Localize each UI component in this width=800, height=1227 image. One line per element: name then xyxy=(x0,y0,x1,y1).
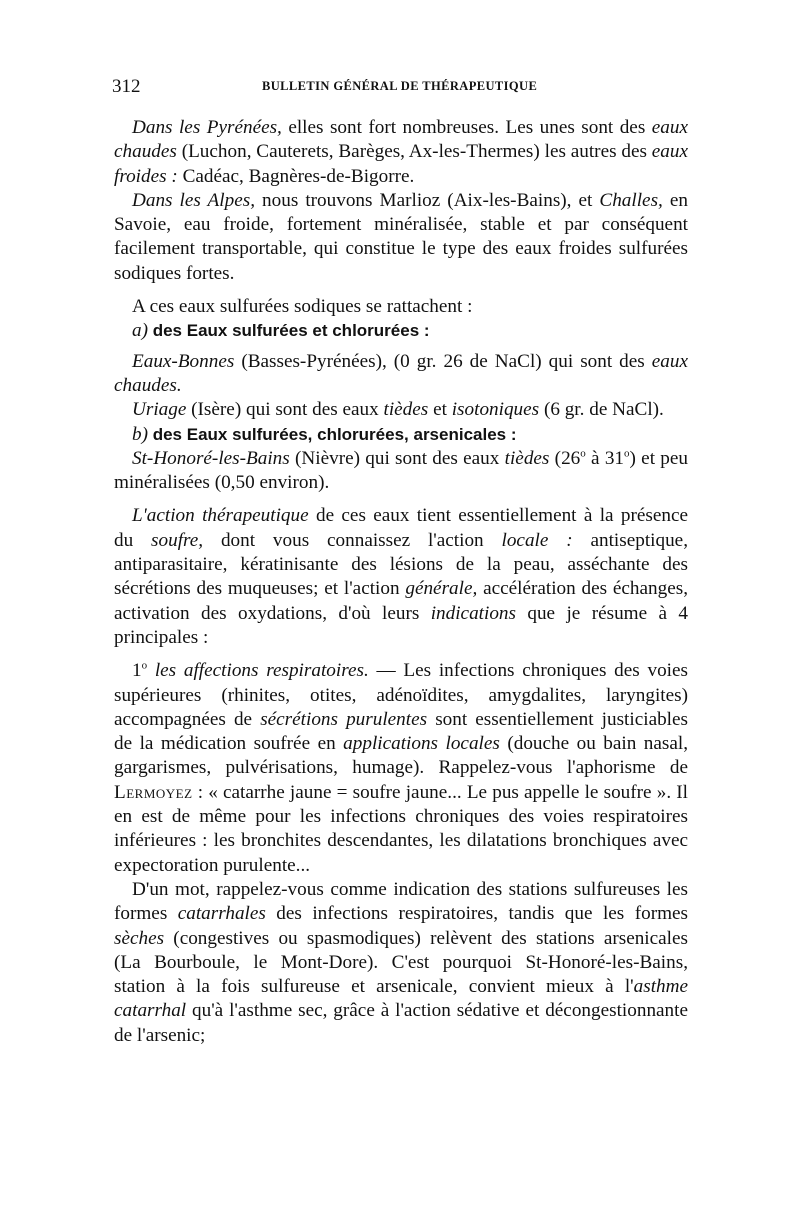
text-run: ) et peu minéralisées (0,50 environ). xyxy=(114,447,688,494)
text-run: à 31 xyxy=(585,447,625,469)
ordinal-mark: o xyxy=(141,659,148,672)
paragraph-action xyxy=(114,504,688,650)
emph-text: isotoniques xyxy=(451,399,540,421)
emph-text: Challes, xyxy=(599,189,663,211)
subheading-letter: b) xyxy=(132,423,148,445)
paragraph-eaux-bonnes xyxy=(114,350,688,399)
page-number: 312 xyxy=(112,76,141,97)
page-header xyxy=(112,76,698,100)
text-run: Cadéac, Bagnères-de-Bigorre. xyxy=(177,165,415,187)
text-run: et xyxy=(428,399,452,421)
subheading-b xyxy=(114,423,688,447)
emph-text: asthme catarrhal xyxy=(114,976,688,1022)
text-run: : « catarrhe jaune = soufre jaune... Le pus appelle le soufre ». Il en est de même pour les infections chroniques des voies respiratoires inférieures : les bronchites descendantes, les dilatations bronchiques avec expectoration purulente... xyxy=(114,781,688,876)
text-run: (Nièvre) qui sont des eaux xyxy=(289,447,505,469)
paragraph-pyrenees xyxy=(114,116,688,189)
text-run: elles sont fort nombreuses. Les unes sont des xyxy=(281,117,652,138)
emph-text: eaux froides : xyxy=(114,141,688,187)
text-run: qu'à l'asthme sec, grâce à l'action sédative et décongestionnante de l'arsenic; xyxy=(114,1000,688,1046)
text-run: en Savoie, eau froide, fortement minéralisée, stable et par conséquent facilement transportable, qui constitue le type des eaux froides sulfurées sodiques fortes. xyxy=(114,189,688,284)
paragraph-uriage xyxy=(114,398,688,422)
emph-text: Dans les Alpes, xyxy=(132,189,255,211)
paragraph-respiratoires xyxy=(114,659,688,878)
text-run: (6 gr. de NaCl). xyxy=(539,399,664,421)
subheading-a xyxy=(114,319,688,343)
emph-text: catarrhales xyxy=(177,903,266,925)
emph-text: eaux chaudes. xyxy=(114,350,688,396)
text-run: D'un mot, rappelez-vous comme indication des stations sulfureuses les formes xyxy=(114,878,688,925)
subheading-text: des Eaux sulfurées, chlorurées, arsenicales : xyxy=(147,424,517,444)
author-name: Lermoyez xyxy=(114,781,193,803)
text-run: des infections respiratoires, tandis que les formes xyxy=(265,903,688,925)
text-run: de ces eaux tient essentiellement à la présence du xyxy=(114,505,688,551)
degree-mark: o xyxy=(624,447,630,460)
list-number: 1 xyxy=(132,660,142,682)
emph-text: tièdes xyxy=(504,447,550,469)
emph-text: sèches xyxy=(114,927,165,949)
degree-mark: o xyxy=(580,447,586,460)
emph-text: L'action thérapeutique xyxy=(132,505,309,527)
subheading-letter: a) xyxy=(132,320,148,342)
emph-text: locale : xyxy=(501,529,573,551)
emph-text: tièdes xyxy=(383,399,429,421)
text-run: accélération des échanges, activation des oxydations, d'où leurs xyxy=(114,578,688,624)
emph-text: sécrétions purulentes xyxy=(260,708,428,730)
emph-text: générale, xyxy=(405,578,478,600)
paragraph-rattachent: A ces eaux sulfurées sodiques se rattachent : xyxy=(132,296,473,318)
text-run: (douche ou bain nasal, gargarismes, pulvérisations, humage). Rappelez-vous l'aphorisme de xyxy=(114,733,688,779)
text-run: que je résume à 4 principales : xyxy=(114,602,688,648)
emph-text: Dans les Pyrénées, xyxy=(132,117,282,138)
paragraph-st-honore xyxy=(114,447,688,496)
text-run: nous trouvons Marlioz (Aix-les-Bains), et xyxy=(255,189,600,211)
text-run: (26 xyxy=(549,447,581,469)
text-run: sont essentiellement justiciables de la médication soufrée en xyxy=(114,708,688,755)
paragraph-alpes xyxy=(114,189,688,286)
text-run: dont vous connaissez l'action xyxy=(203,529,502,551)
paragraph-indication xyxy=(114,878,688,1048)
emph-text: indications xyxy=(430,602,516,624)
emph-text: St-Honoré-les-Bains xyxy=(132,447,290,469)
body-text xyxy=(114,116,688,1048)
emph-text: Eaux-Bonnes xyxy=(132,350,235,372)
text-run: (Luchon, Cauterets, Barèges, Ax-les-Thermes) les autres des xyxy=(176,141,652,163)
subheading-text: des Eaux sulfurées et chlorurées : xyxy=(147,321,430,341)
text-run: (Isère) qui sont des eaux xyxy=(186,399,384,421)
emph-text: les affections respiratoires. xyxy=(147,660,369,682)
text-run: (Basses-Pyrénées), (0 gr. 26 de NaCl) qui sont des xyxy=(234,350,652,372)
running-title: BULLETIN GÉNÉRAL DE THÉRAPEUTIQUE xyxy=(262,79,538,93)
text-run: — Les infections chroniques des voies supérieures (rhinites, otites, adénoïdites, amygdalites, laryngites) accompagnées de xyxy=(114,660,688,730)
text-run: antiseptique, antiparasitaire, kératinisante des lésions de la peau, asséchante des sécrétions des muqueuses; et l'action xyxy=(114,529,688,600)
emph-text: applications locales xyxy=(343,733,500,755)
emph-text: Uriage xyxy=(132,399,187,421)
emph-text: eaux chaudes xyxy=(114,117,688,163)
emph-text: soufre, xyxy=(151,529,204,551)
text-run: (congestives ou spasmodiques) relèvent des stations arsenicales (La Bourboule, le Mont-Dore). C'est pourquoi St-Honoré-les-Bains, station à la fois sulfureuse et arsenicale, convient mieux à l' xyxy=(114,927,688,998)
